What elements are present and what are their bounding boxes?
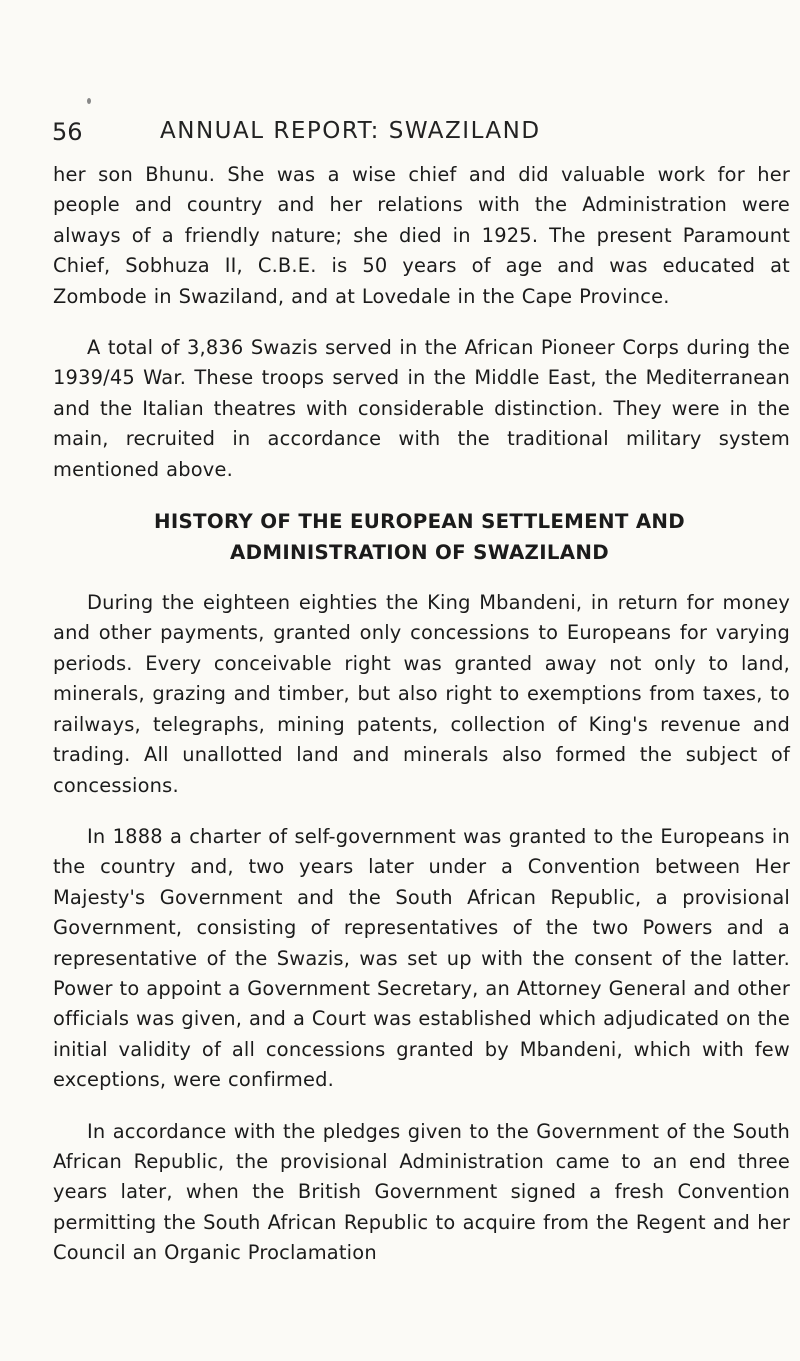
paragraph-5: In accordance with the pledges given to the Government of the South African Republic, the provisional Administration came to an end three years later, when the British Government signed a fresh Convention permitting the South African Republic to acquire from the Regent and her Council an Organic Proclamation <box>53 1119 790 1265</box>
page-number: 56 <box>52 118 83 146</box>
section-heading: HISTORY OF THE EUROPEAN SETTLEMENT AND ADMINISTRATION OF SWAZILAND <box>153 510 685 565</box>
paragraph-1: her son Bhunu. She was a wise chief and did valuable work for her people and country and her relations with the Administration were always of a friendly nature; she died in 1925. The present Paramount Chief, Sobhuza II, C.B.E. is 50 years of age and was educated at Zombode in Swaziland, and at Lovedale in the Cape Province. <box>53 163 790 308</box>
paragraph-4: In 1888 a charter of self-government was granted to the Europeans in the country and, two years later under a Convention between Her Majesty's Government and the South African Republic, a provisional Government, consisting of representatives of the two Powers and a representative of the Swazis, was set up with the consent of the latter. Power to appoint a Government Secretary, an Attorney General and other officials was given, and a Court was established which adjudicated on the initial validity of all concessions granted by Mbandeni, which with few exceptions, were confirmed. <box>53 824 790 1092</box>
paragraph-3: During the eighteen eighties the King Mbandeni, in return for money and other payments, granted only concessions to Europeans for varying periods. Every conceivable right was granted away not only to land, minerals, grazing and timber, but also right to exemptions from taxes, to railways, telegraphs, mining patents, collection of King's revenue and trading. All unallotted land and minerals also formed the subject of concessions. <box>53 591 790 797</box>
running-head: ANNUAL REPORT: SWAZILAND <box>160 118 541 144</box>
paragraph-2: A total of 3,836 Swazis served in the African Pioneer Corps during the 1939/45 War. These troops served in the Middle East, the Mediterranean and the Italian theatres with considerable distinction. They were in the main, recruited in accordance with the traditional military system mentioned above. <box>53 336 790 481</box>
scan-speck <box>87 98 91 104</box>
page-header <box>52 118 772 148</box>
body-text <box>53 160 790 1269</box>
